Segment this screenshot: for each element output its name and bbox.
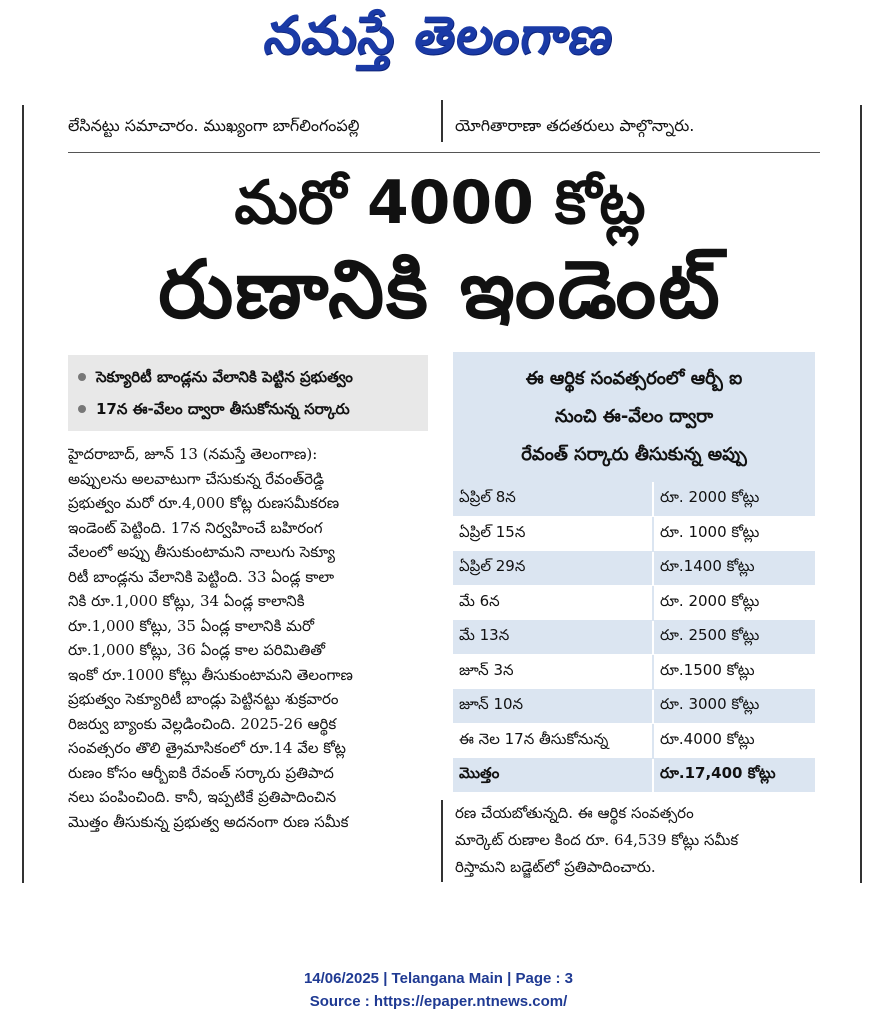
bullet-text: సెక్యూరిటీ బాండ్లను వేలానికి పెట్టిన ప్రభుత్వం <box>96 368 353 386</box>
row-amount: రూ.4000 కోట్లు <box>653 724 815 759</box>
row-date: జూన్‌ 3న <box>453 655 653 690</box>
row-date: మే 13న <box>453 620 653 655</box>
row-amount: రూ.1400 కోట్లు <box>653 551 815 586</box>
bullet-item <box>78 361 418 393</box>
article-separator <box>68 152 820 153</box>
table-title-line: నుంచి ఈ-వేలం ద్వారా <box>554 406 714 427</box>
body-line: రుణం కోసం ఆర్బీఐకి రేవంత్‌ సర్కారు ప్రతిపాద <box>68 763 334 782</box>
table-row <box>453 724 815 759</box>
table-row <box>453 586 815 621</box>
row-amount: రూ.1500 కోట్లు <box>653 655 815 690</box>
bullet-item <box>78 393 418 425</box>
body-line: ఇండెంట్‌ పెట్టింది. 17న నిర్వహించే బహిరంగ <box>68 518 323 537</box>
bullet-dot-icon <box>78 405 86 413</box>
body-line: రూ.1,000 కోట్లు, 36 ఏండ్ల కాల పరిమితితో <box>68 641 326 659</box>
table-row <box>453 517 815 552</box>
table-title-line: రేవంత్‌ సర్కారు తీసుకున్న అప్పు <box>521 444 747 465</box>
body-line: రిజర్వు బ్యాంకు వెల్లడించింది. 2025-26 ఆర్థిక <box>68 714 337 733</box>
body-line: ప్రభుత్వం మరో రూ.4,000 కోట్ల రుణసమీకరణ <box>68 494 340 512</box>
table-row <box>453 689 815 724</box>
masthead-logo: నమస్తే తెలంగాణ <box>260 5 618 66</box>
body-line: నలు పంపించింది. కానీ, ఇప్పటికే ప్రతిపాదించిన <box>68 788 337 806</box>
table-row <box>453 620 815 655</box>
previous-article-right-line: యోగితారాణా తదతరులు పాల్గొన్నారు. <box>455 116 695 135</box>
masthead <box>0 0 877 84</box>
table-total-row <box>453 758 815 793</box>
row-amount: రూ. 1000 కోట్లు <box>653 517 815 552</box>
body-line: వేలంలో అప్పు తీసుకుంటామని నాలుగు సెక్యూ <box>68 543 335 561</box>
body-line: మార్కెట్‌ రుణాల కింద రూ. 64,539 కోట్లు సమీక <box>455 831 739 849</box>
body-line: ప్రభుత్వం సెక్యూరిటీ బాండ్లు పెట్టినట్టు శుక్రవారం <box>68 690 339 708</box>
row-amount: రూ. 2500 కోట్లు <box>653 620 815 655</box>
body-line: నికి రూ.1,000 కోట్లు, 34 ఏండ్ల కాలానికి <box>68 592 305 610</box>
headline-line-2: రుణానికి ఇండెంట్‌ <box>158 243 722 336</box>
footer-edition-info: 14/06/2025 | Telangana Main | Page : 3 <box>303 970 574 987</box>
bullet-text: 17న ఈ-వేలం ద్వారా తీసుకోనున్న సర్కారు <box>96 400 350 418</box>
total-amount: రూ.17,400 కోట్లు <box>653 758 815 793</box>
table-row <box>453 551 815 586</box>
body-line: రూ.1,000 కోట్లు, 35 ఏండ్ల కాలానికి మరో <box>68 616 315 635</box>
previous-article-left-line: లేసినట్టు సమాచారం. ముఖ్యంగా బాగ్‌లింగంపల్లి <box>68 116 360 135</box>
table-row <box>453 482 815 517</box>
row-date: ఈ నెల 17న తీసుకోనున్న <box>453 724 653 759</box>
table-row <box>453 655 815 690</box>
body-line: అప్పులను అలవాటుగా చేసుకున్న రేవంత్‌రెడ్డి <box>68 469 325 488</box>
row-date: జూన్‌ 10న <box>453 689 653 724</box>
summary-bullets <box>68 355 428 431</box>
column-rule-bottom <box>441 800 443 882</box>
body-line: రిటీ బాండ్లను వేలానికి పెట్టింది. 33 ఏండ్ల కాలా <box>68 567 335 586</box>
loan-table-title <box>453 352 815 482</box>
row-amount: రూ. 2000 కోట్లు <box>653 482 815 517</box>
row-amount: రూ. 3000 కోట్లు <box>653 689 815 724</box>
total-label: మొత్తం <box>453 758 653 793</box>
article-body-right <box>455 800 817 881</box>
body-line: రిస్తామని బడ్జెట్‌లో ప్రతిపాదించారు. <box>455 858 656 876</box>
bullet-dot-icon <box>78 373 86 381</box>
right-page-rule <box>860 105 862 883</box>
body-line: రణ చేయబోతున్నది. ఈ ఆర్థిక సంవత్సరం <box>455 804 694 822</box>
row-date: ఏప్రిల్‌ 29న <box>453 551 653 586</box>
left-page-rule <box>22 105 24 883</box>
row-date: ఏప్రిల్‌ 15న <box>453 517 653 552</box>
body-line: ఇంకో రూ.1000 కోట్లు తీసుకుంటామని తెలంగాణ <box>68 665 353 684</box>
article-body-left <box>68 442 430 834</box>
body-line: సంవత్సరం తొలి త్రైమాసికంలో రూ.14 వేల కోట్ల <box>68 739 346 757</box>
table-title-line: ఈ ఆర్థిక సంవత్సరంలో ఆర్బీ ఐ <box>525 368 743 389</box>
footer-source: Source : https://epaper.ntnews.com/ <box>309 993 568 1010</box>
loan-table <box>453 482 815 793</box>
loan-table-box <box>453 352 815 790</box>
row-date: ఏప్రిల్‌ 8న <box>453 482 653 517</box>
headline-line-1: మరో 4000 కోట్ల <box>234 168 646 238</box>
column-rule-top <box>441 100 443 142</box>
body-line: హైదరాబాద్‌, జూన్‌ 13 (నమస్తే తెలంగాణ): <box>68 445 318 463</box>
body-line: మొత్తం తీసుకున్న ప్రభుత్వ అదనంగా రుణ సమీక <box>68 812 349 831</box>
row-amount: రూ. 2000 కోట్లు <box>653 586 815 621</box>
row-date: మే 6న <box>453 586 653 621</box>
